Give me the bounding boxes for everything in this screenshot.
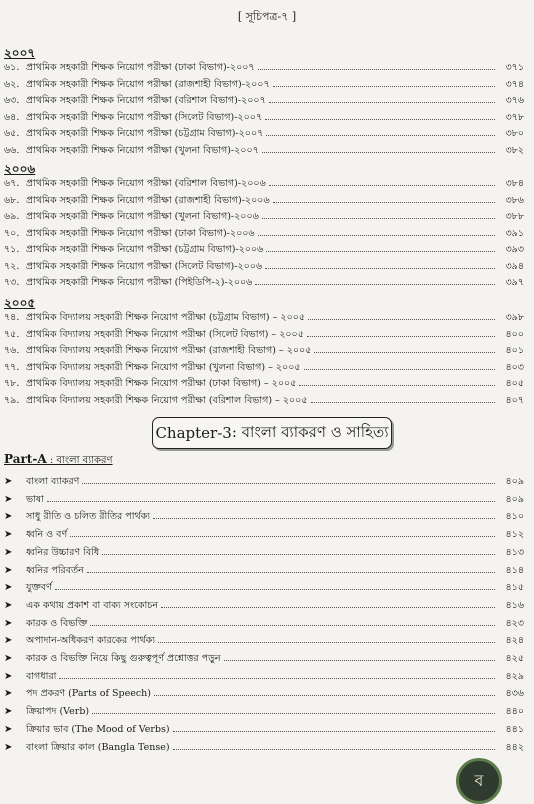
topic-entry	[4, 722, 524, 738]
dot-leader	[269, 176, 495, 186]
topic-title: ভাষা	[26, 493, 44, 505]
dot-leader	[154, 686, 495, 696]
topic-entry	[4, 545, 524, 561]
entry-title: প্রাথমিক সহকারী শিক্ষক নিয়োগ পরীক্ষা (খুলনা বিভাগ)-২০০৬	[26, 211, 259, 222]
toc-entry	[4, 110, 524, 124]
chapter-heading	[152, 417, 392, 449]
part-title: : বাংলা ব্যাকরণ	[46, 455, 113, 466]
entry-number: ৭৬.	[4, 345, 20, 356]
entry-number: ৬৪.	[4, 111, 20, 123]
entry-number: ৬৩.	[4, 95, 20, 106]
entry-page: ৩৯৪	[505, 260, 524, 272]
entry-page: ৩৮০	[505, 128, 524, 139]
entry-page: ৪০৫	[505, 378, 524, 389]
toc-entry	[4, 176, 524, 190]
toc-entry	[4, 259, 524, 273]
toc-entry	[4, 193, 524, 207]
arrow-right-icon: ➤	[4, 599, 13, 611]
entry-page: ৩৯৩	[505, 244, 524, 255]
entry-title: প্রাথমিক সহকারী শিক্ষক নিয়োগ পরীক্ষা (সিলেট বিভাগ)-২০০৬	[26, 260, 263, 272]
dot-leader	[299, 376, 495, 386]
topic-entry	[4, 616, 524, 632]
dot-leader	[55, 580, 495, 590]
dot-leader	[47, 492, 495, 502]
dot-leader	[258, 60, 495, 70]
entry-page: ৩৯৭	[505, 277, 524, 288]
entry-page: ৩৮২	[505, 144, 524, 156]
arrow-right-icon: ➤	[4, 723, 13, 735]
topic-page: ৪১০	[505, 511, 524, 523]
entry-number: ৬৫.	[4, 128, 20, 139]
chapter-prefix: Chapter-3	[155, 424, 232, 442]
arrow-right-icon: ➤	[4, 653, 13, 664]
entry-title: প্রাথমিক সহকারী শিক্ষক নিয়োগ পরীক্ষা (বরিশাল বিভাগ)-২০০৬	[26, 178, 266, 189]
topic-page: ৪২৩	[505, 617, 524, 629]
dot-leader	[258, 226, 495, 236]
arrow-right-icon: ➤	[4, 582, 13, 594]
topic-title: ক্রিয়াপদ (Verb)	[26, 706, 90, 718]
entry-number: ৬৬.	[4, 144, 20, 156]
dot-leader	[102, 545, 495, 555]
toc-entry	[4, 77, 524, 91]
toc-entry	[4, 242, 524, 256]
entry-title: প্রাথমিক বিদ্যালয় সহকারী শিক্ষক নিয়োগ পরীক্ষা (সিলেট বিভাগ) – ২০০৫	[26, 328, 304, 340]
arrow-right-icon: ➤	[4, 635, 13, 647]
topic-page: ৪১২	[505, 529, 524, 541]
arrow-right-icon: ➤	[4, 706, 13, 718]
toc-entry	[4, 126, 524, 140]
topic-entry	[4, 686, 524, 702]
entry-title: প্রাথমিক সহকারী শিক্ষক নিয়োগ পরীক্ষা (রাজশাহী বিভাগ)-২০০৬	[26, 194, 270, 206]
entry-page: ৪০৭	[505, 394, 524, 406]
topic-title: এক কথায় প্রকাশ বা বাক্য সংকোচন	[26, 599, 159, 611]
arrow-right-icon: ➤	[4, 529, 13, 541]
section-year: ২০০৫	[4, 296, 36, 310]
dot-leader	[173, 722, 495, 732]
entry-title: প্রাথমিক সহকারী শিক্ষক নিয়োগ পরীক্ষা (বরিশাল বিভাগ)-২০০৭	[26, 95, 266, 106]
entry-number: ৬১.	[4, 62, 20, 73]
topic-page: ৪২৯	[505, 670, 524, 682]
entry-title: প্রাথমিক বিদ্যালয় সহকারী শিক্ষক নিয়োগ পরীক্ষা (বরিশাল বিভাগ) – ২০০৫	[26, 394, 308, 406]
entry-page: ৩৯৮	[505, 312, 524, 323]
toc-entry	[4, 376, 524, 390]
section-year: ২০০৬	[4, 162, 36, 176]
section-year: ২০০৭	[4, 46, 36, 60]
page-header: [ সূচিপত্র-৭ ]	[237, 10, 297, 23]
dot-leader	[262, 143, 495, 153]
entry-page: ৩৭৪	[505, 78, 524, 90]
entry-page: ৪০০	[505, 328, 524, 340]
entry-page: ৩৭৬	[505, 95, 524, 106]
dot-leader	[265, 259, 495, 269]
arrow-right-icon: ➤	[4, 670, 13, 682]
dot-leader	[153, 509, 495, 519]
topic-page: ৪১৬	[505, 599, 524, 611]
entry-page: ৩৮৪	[505, 178, 524, 189]
toc-entry	[4, 275, 524, 289]
entry-page: ৩৭১	[505, 62, 524, 73]
entry-number: ৭১.	[4, 244, 20, 255]
entry-title: প্রাথমিক সহকারী শিক্ষক নিয়োগ পরীক্ষা (চট্টগ্রাম বিভাগ)-২০০৭	[26, 128, 264, 139]
entry-number: ৬৯.	[4, 211, 20, 222]
badge-glyph: ব	[474, 770, 484, 790]
toc-entry	[4, 60, 524, 74]
dot-leader	[273, 77, 495, 87]
entry-title: প্রাথমিক সহকারী শিক্ষক নিয়োগ পরীক্ষা (পিইডিপি-২)-২০০৬	[26, 277, 253, 288]
dot-leader	[158, 633, 495, 643]
dot-leader	[266, 242, 495, 252]
entry-number: ৬৭.	[4, 178, 20, 189]
entry-number: ৭৮.	[4, 378, 20, 389]
topic-title: কারক ও বিভক্তি নিয়ে কিছু গুরুত্বপূর্ণ প্রশ্নোত্তর পড়ুন	[26, 653, 221, 664]
toc-entry	[4, 310, 524, 324]
arrow-right-icon: ➤	[4, 511, 13, 523]
topic-title: ধ্বনির পরিবর্তন	[26, 564, 84, 576]
topic-title: বাগধারা	[26, 670, 57, 682]
entry-title: প্রাথমিক সহকারী শিক্ষক নিয়োগ পরীক্ষা (ঢাকা বিভাগ)-২০০৬	[26, 227, 255, 239]
dot-leader	[161, 598, 495, 608]
entry-title: প্রাথমিক সহকারী শিক্ষক নিয়োগ পরীক্ষা (সিলেট বিভাগ)-২০০৭	[26, 111, 263, 123]
dot-leader	[262, 209, 495, 219]
dot-leader	[90, 616, 495, 626]
topic-entry	[4, 740, 524, 756]
dot-leader	[92, 704, 495, 714]
topic-title: বাংলা ক্রিয়ার কাল (Bangla Tense)	[26, 741, 170, 753]
arrow-right-icon: ➤	[4, 741, 13, 753]
topic-entry	[4, 474, 524, 490]
entry-number: ৭৯.	[4, 394, 20, 406]
entry-number: ৬৮.	[4, 194, 20, 206]
dot-leader	[70, 527, 495, 537]
topic-title: ক্রিয়ার ভাব (The Mood of Verbs)	[26, 723, 170, 735]
topic-entry	[4, 563, 524, 579]
topic-title: ধ্বনির উচ্চারণ বিধি	[26, 546, 100, 558]
dot-leader	[273, 193, 495, 203]
toc-entry	[4, 343, 524, 357]
entry-title: প্রাথমিক সহকারী শিক্ষক নিয়োগ পরীক্ষা (খুলনা বিভাগ)-২০০৭	[26, 144, 259, 156]
arrow-right-icon: ➤	[4, 564, 13, 576]
entry-title: প্রাথমিক বিদ্যালয় সহকারী শিক্ষক নিয়োগ পরীক্ষা (ঢাকা বিভাগ) – ২০০৫	[26, 378, 297, 389]
entry-number: ৭২.	[4, 260, 20, 272]
topic-page: ৪০৯	[505, 476, 524, 487]
dot-leader	[173, 740, 495, 750]
topic-entry	[4, 509, 524, 525]
toc-entry	[4, 209, 524, 223]
toc-entry	[4, 143, 524, 157]
dot-leader	[82, 474, 495, 484]
dot-leader	[255, 275, 495, 285]
topic-entry	[4, 633, 524, 649]
topic-title: পদ প্রকরণ (Parts of Speech)	[26, 688, 152, 700]
logo-badge	[456, 758, 502, 804]
entry-page: ৩৮৮	[505, 211, 524, 222]
toc-entry	[4, 393, 524, 407]
part-heading	[4, 452, 113, 470]
dot-leader	[224, 651, 495, 661]
dot-leader	[314, 343, 495, 353]
entry-page: ৩৭৮	[505, 111, 524, 123]
topic-page: ৪১৫	[505, 582, 524, 594]
topic-entry	[4, 704, 524, 720]
topic-title: সাধু রীতি ও চলিত রীতির পার্থক্য	[26, 511, 151, 523]
dot-leader	[269, 93, 495, 103]
chapter-title: : বাংলা ব্যাকরণ ও সাহিত্য	[231, 422, 389, 441]
dot-leader	[59, 669, 495, 679]
entry-page: ৩৯১	[505, 227, 524, 239]
entry-title: প্রাথমিক বিদ্যালয় সহকারী শিক্ষক নিয়োগ পরীক্ষা (রাজশাহী বিভাগ) – ২০০৫	[26, 345, 312, 356]
topic-entry	[4, 669, 524, 685]
entry-number: ৭০.	[4, 227, 20, 239]
dot-leader	[265, 110, 495, 120]
toc-entry	[4, 360, 524, 374]
topic-page: ৪১৪	[505, 564, 524, 576]
topic-entry	[4, 527, 524, 543]
entry-number: ৬২.	[4, 78, 20, 90]
topic-entry	[4, 598, 524, 614]
topic-title: বাংলা ব্যাকরণ	[26, 476, 80, 487]
topic-page: ৪৪০	[505, 706, 524, 718]
arrow-right-icon: ➤	[4, 493, 13, 505]
topic-page: ৪৩৬	[505, 688, 524, 700]
topic-page: ৪২৫	[505, 653, 524, 664]
arrow-right-icon: ➤	[4, 546, 13, 558]
arrow-right-icon: ➤	[4, 476, 13, 487]
entry-title: প্রাথমিক সহকারী শিক্ষক নিয়োগ পরীক্ষা (চট্টগ্রাম বিভাগ)-২০০৬	[26, 244, 264, 255]
entry-title: প্রাথমিক সহকারী শিক্ষক নিয়োগ পরীক্ষা (ঢাকা বিভাগ)-২০০৭	[26, 62, 255, 73]
dot-leader	[307, 327, 495, 337]
dot-leader	[311, 393, 495, 403]
arrow-right-icon: ➤	[4, 617, 13, 629]
entry-number: ৭৭.	[4, 361, 20, 373]
dot-leader	[266, 126, 495, 136]
topic-page: ৪২৪	[505, 635, 524, 647]
topic-title: কারক ও বিভক্তি	[26, 617, 88, 629]
toc-entry	[4, 93, 524, 107]
topic-title: ধ্বনি ও বর্ণ	[26, 529, 68, 541]
topic-page: ৪৪১	[505, 723, 524, 735]
toc-entry	[4, 226, 524, 240]
topic-entry	[4, 651, 524, 667]
entry-number: ৭৫.	[4, 328, 20, 340]
entry-page: ৩৮৬	[505, 194, 524, 206]
dot-leader	[308, 310, 495, 320]
entry-title: প্রাথমিক বিদ্যালয় সহকারী শিক্ষক নিয়োগ পরীক্ষা (খুলনা বিভাগ) – ২০০৫	[26, 361, 301, 373]
dot-leader	[304, 360, 495, 370]
entry-page: ৪০৩	[505, 361, 524, 373]
topic-title: যুক্তবর্ণ	[26, 582, 52, 594]
entry-number: ৭৪.	[4, 312, 20, 323]
topic-entry	[4, 580, 524, 596]
topic-entry	[4, 492, 524, 508]
toc-entry	[4, 327, 524, 341]
topic-page: ৪৪২	[505, 741, 524, 753]
entry-title: প্রাথমিক সহকারী শিক্ষক নিয়োগ পরীক্ষা (রাজশাহী বিভাগ)-২০০৭	[26, 78, 270, 90]
part-label: Part-A	[4, 452, 47, 466]
topic-page: ৪১৩	[505, 546, 524, 558]
entry-title: প্রাথমিক বিদ্যালয় সহকারী শিক্ষক নিয়োগ পরীক্ষা (চট্টগ্রাম বিভাগ) – ২০০৫	[26, 312, 306, 323]
topic-title: অপাদান-অধিকরণ কারকের পার্থক্য	[26, 635, 156, 647]
arrow-right-icon: ➤	[4, 688, 13, 700]
topic-page: ৪০৯	[505, 493, 524, 505]
entry-number: ৭৩.	[4, 277, 20, 288]
entry-page: ৪০১	[505, 345, 524, 356]
dot-leader	[87, 563, 495, 573]
